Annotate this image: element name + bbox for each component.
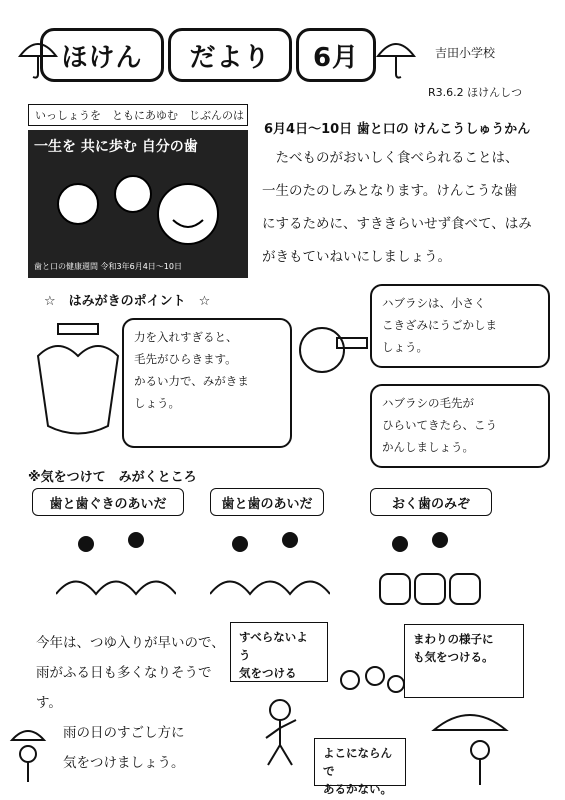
bubble-replace-tip (370, 384, 550, 468)
poster-footer: 歯と口の健康週間 令和3年6月4日～10日 (34, 262, 182, 271)
rainy-line: 気をつけましょう。 (63, 755, 185, 771)
intro-line: にするために、すききらいせず食べて、はみ (262, 216, 532, 232)
title-part-dayori: だより (168, 28, 292, 82)
molar-germs-illustration-icon (370, 524, 490, 614)
spot-between-teeth-label: 歯と歯のあいだ (210, 488, 324, 516)
bubble-line: しょう。 (382, 340, 428, 354)
rainy-line: 今年は、つゆ入りが早いので、 (36, 635, 225, 651)
bubble-line: ひらいてきたら、こう (382, 418, 497, 432)
spot-gumline-label: 歯と歯ぐきのあいだ (32, 488, 184, 516)
tip-line: すべらないよう (239, 630, 308, 662)
rainy-line: 雨の日のすごし方に (63, 725, 185, 741)
rainy-season-paragraph (36, 628, 236, 778)
points-heading: ☆ はみがきのポイント ☆ (44, 294, 211, 309)
bubble-line: しょう。 (134, 396, 180, 410)
careful-spots-heading: ※気をつけて みがくところ (28, 470, 197, 485)
intro-line: がきもていねいにしましょう。 (262, 249, 451, 265)
issue-date: R3.6.2 ほけんしつ (428, 86, 523, 99)
school-name: 吉田小学校 (435, 46, 496, 60)
tip-slip-box (230, 622, 328, 682)
girl-umbrella-icon (8, 720, 48, 790)
bubble-line: こきざみにうごかしま (382, 318, 497, 332)
running-child-icon (250, 690, 310, 770)
tip-line: よこにならんで (323, 746, 392, 778)
tip-line: も気をつける。 (413, 650, 494, 664)
title-part-month: 6月 (296, 28, 376, 82)
poster-title: 一生を 共に歩む 自分の歯 (34, 139, 198, 155)
newsletter-title (40, 28, 370, 80)
brush-motion-illustration-icon (282, 310, 372, 390)
bubble-line: 毛先がひらきます。 (134, 352, 237, 366)
bubble-line: かるい力で、みがきま (134, 374, 249, 388)
bubble-line: 力を入れすぎると、 (134, 330, 238, 344)
title-part-hoken: ほけん (40, 28, 164, 82)
umbrella-right-icon (376, 36, 416, 80)
children-group-icon (330, 650, 410, 730)
bubble-motion-tip (370, 284, 550, 368)
tip-surround-box (404, 624, 524, 698)
spot-molar-grooves-label: おく歯のみぞ (370, 488, 492, 516)
bubble-line: かんしましょう。 (382, 440, 474, 454)
bubble-line: ハブラシは、小さく (382, 296, 486, 310)
between-teeth-germs-illustration-icon (210, 524, 330, 614)
bubble-pressure-tip (122, 318, 292, 448)
poster-image (28, 130, 248, 278)
tip-line: まわりの様子に (413, 632, 494, 646)
gumline-germs-illustration-icon (56, 524, 176, 614)
bubble-line: ハブラシの毛先が (382, 396, 474, 410)
motto-label: いっしょうを ともにあゆむ じぶんのは (28, 104, 248, 126)
tip-line: あるかない。 (323, 782, 392, 796)
tooth-characters-icon (38, 164, 238, 254)
brush-pressure-illustration-icon (28, 316, 128, 446)
rainy-line: 雨がふる日も多くなりそうです。 (36, 665, 212, 711)
tip-side-box (314, 738, 406, 796)
week-heading: 6月4日～10日 歯と口の けんこうしゅうかん (264, 122, 531, 137)
intro-line: たべものがおいしく食べられることは、 (275, 150, 519, 166)
tip-line: 気をつける (239, 666, 297, 680)
umbrella-left-icon (18, 36, 58, 80)
child-umbrella-icon (430, 700, 530, 795)
intro-paragraph (262, 142, 552, 274)
intro-line: 一生のたのしみとなります。けんこうな歯 (262, 183, 518, 199)
